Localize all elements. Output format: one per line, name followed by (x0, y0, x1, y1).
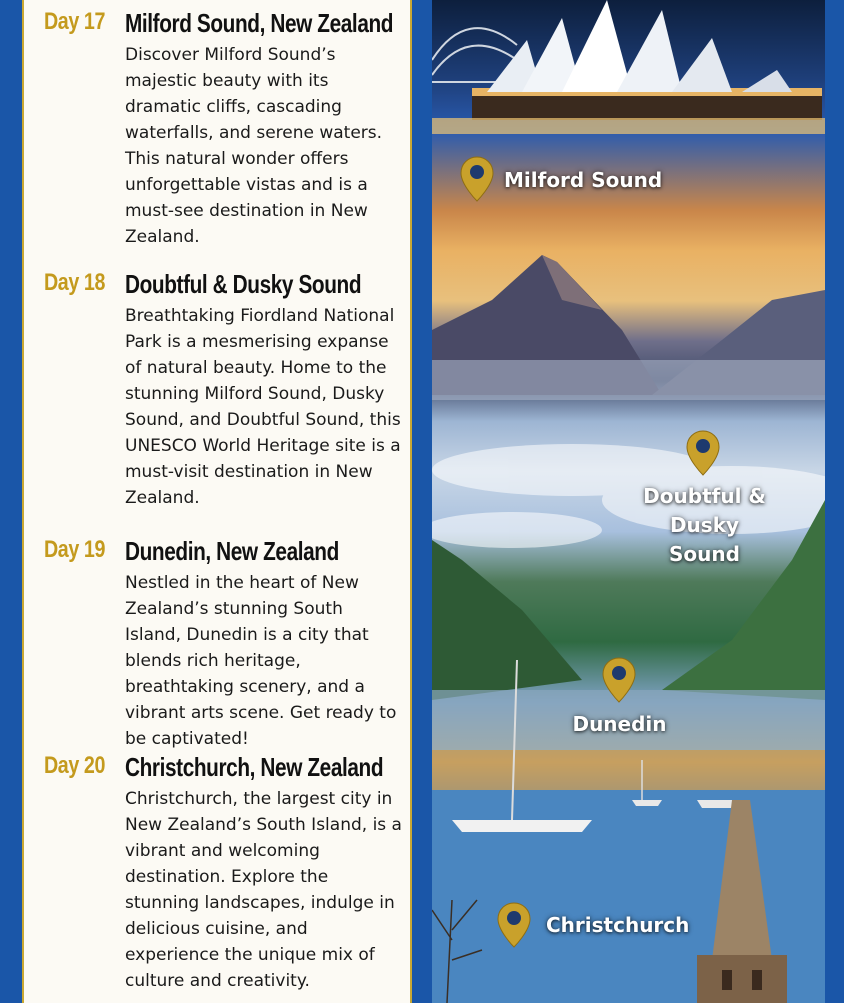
day-title: Milford Sound, New Zealand (125, 8, 394, 38)
map-label-christchurch: Christchurch (546, 913, 690, 937)
map-label-milford: Milford Sound (504, 168, 663, 192)
map-label-dunedin: Dunedin (572, 712, 667, 736)
day-description: Discover Milford Sound’s majestic beauty with its dramatic cliffs, cascading waterfalls, and serene waters. This natural wonder offers unforgettable vistas and is a must-see destination in New Zealand. (125, 45, 383, 247)
day-label: Day 20 (44, 752, 106, 779)
destination-map-image (432, 0, 825, 1003)
day-title: Dunedin, New Zealand (125, 536, 339, 566)
map-label-doubtful (632, 482, 777, 569)
map-pin-icon (460, 156, 494, 202)
day-description: Breathtaking Fiordland National Park is a mesmerising expanse of natural beauty. Home to the stunning Milford Sound, Dusky Sound, and Doubtful Sound, this UNESCO World Heritage site is a must-visit destination in New Zealand. (125, 306, 401, 508)
day-title: Christchurch, New Zealand (125, 752, 384, 782)
milford-peak (432, 255, 825, 400)
map-label-doubtful-line-2: Dusky Sound (669, 513, 740, 566)
day-label: Day 17 (44, 8, 106, 35)
map-pin-icon (497, 902, 531, 948)
day-label: Day 19 (44, 536, 106, 563)
map-label-doubtful-line-1: Doubtful & (643, 484, 766, 508)
day-description: Nestled in the heart of New Zealand’s stunning South Island, Dunedin is a city that blends rich heritage, breathtaking scenery, and a vibrant arts scene. Get ready to be captivated! (125, 573, 397, 749)
opera-house (432, 0, 825, 134)
day-title: Doubtful & Dusky Sound (125, 269, 362, 299)
itinerary-panel (22, 0, 412, 1003)
map-pin-icon (602, 657, 636, 703)
map-pin-icon (686, 430, 720, 476)
day-description: Christchurch, the largest city in New Zealand’s South Island, is a vibrant and welcoming destination. Explore the stunning landscapes, indulge in delicious cuisine, and experience the unique mix of culture and creativity. (125, 789, 402, 991)
day-label: Day 18 (44, 269, 106, 296)
